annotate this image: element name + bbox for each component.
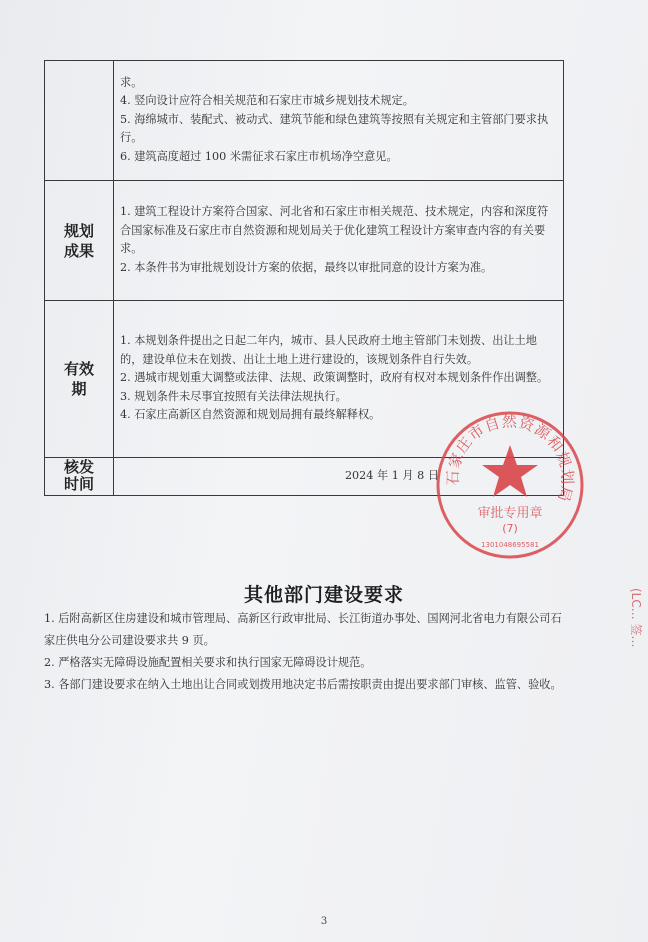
content-line: 5. 海绵城市、装配式、被动式、建筑节能和绿色建筑等按照有关规定和主管部门要求执行。 — [120, 112, 549, 145]
seal-number: (7) — [502, 522, 518, 535]
row-content — [114, 61, 564, 181]
content-line: 求。 — [120, 75, 143, 89]
issue-date: 2024 年 1 月 8 日 — [344, 468, 439, 482]
row-label-text: 规划成果 — [63, 221, 94, 260]
table-row — [45, 61, 564, 181]
row-label-issue-date — [45, 458, 114, 496]
side-stamp-text: (LC… 签… — [629, 588, 643, 648]
content-line: 3. 规划条件未尽事宜按照有关法律法规执行。 — [120, 389, 347, 403]
requirements-list — [44, 608, 564, 696]
section-title: 其他部门建设要求 — [243, 584, 404, 606]
row-content — [114, 181, 564, 301]
row-label-validity — [45, 301, 114, 458]
seal-center-text: 审批专用章 — [477, 506, 543, 521]
content-line: 4. 石家庄高新区自然资源和规划局拥有最终解释权。 — [120, 408, 381, 422]
row-label — [45, 61, 114, 181]
official-seal-icon — [430, 405, 590, 565]
list-item: 2. 严格落实无障碍设施配置相关要求和执行国家无障碍设计规范。 — [44, 656, 372, 669]
row-label-text: 核发时间 — [63, 458, 94, 493]
row-label-planning-results — [45, 181, 114, 301]
content-line: 6. 建筑高度超过 100 米需征求石家庄市机场净空意见。 — [120, 149, 398, 163]
content-line: 1. 建筑工程设计方案符合国家、河北省和石家庄市相关规范、技术规定，内容和深度符合国家标准及石家庄市自然资源和规划局关于优化建筑工程设计方案审查内容的有关要求。 — [120, 205, 549, 255]
table-row — [45, 181, 564, 301]
page-number: 3 — [320, 916, 328, 927]
row-label-text: 有效期 — [63, 360, 94, 398]
seal-code: 1301048695581 — [481, 541, 539, 549]
content-line: 2. 遇城市规划重大调整或法律、法规、政策调整时，政府有权对本规划条件作出调整。 — [120, 371, 549, 385]
content-line: 4. 竖向设计应符合相关规范和石家庄市城乡规划技术规定。 — [120, 94, 414, 108]
list-item: 1. 后附高新区住房建设和城市管理局、高新区行政审批局、长江街道办事处、国网河北省电力有限公司石家庄供电分公司建设要求共 9 页。 — [44, 612, 562, 647]
seal-ring-text: 石家庄市自然资源和规划局 — [443, 412, 577, 505]
content-line: 1. 本规划条件提出之日起二年内，城市、县人民政府土地主管部门未划拨、出让土地的，建设单位未在划拨、出让土地上进行建设的，该规划条件自行失效。 — [120, 334, 537, 366]
list-item: 3. 各部门建设要求在纳入土地出让合同或划拨用地决定书后需按职责由提出要求部门审核、监管、验收。 — [44, 678, 562, 691]
content-line: 2. 本条件书为审批规划设计方案的依据，最终以审批同意的设计方案为准。 — [120, 260, 493, 274]
